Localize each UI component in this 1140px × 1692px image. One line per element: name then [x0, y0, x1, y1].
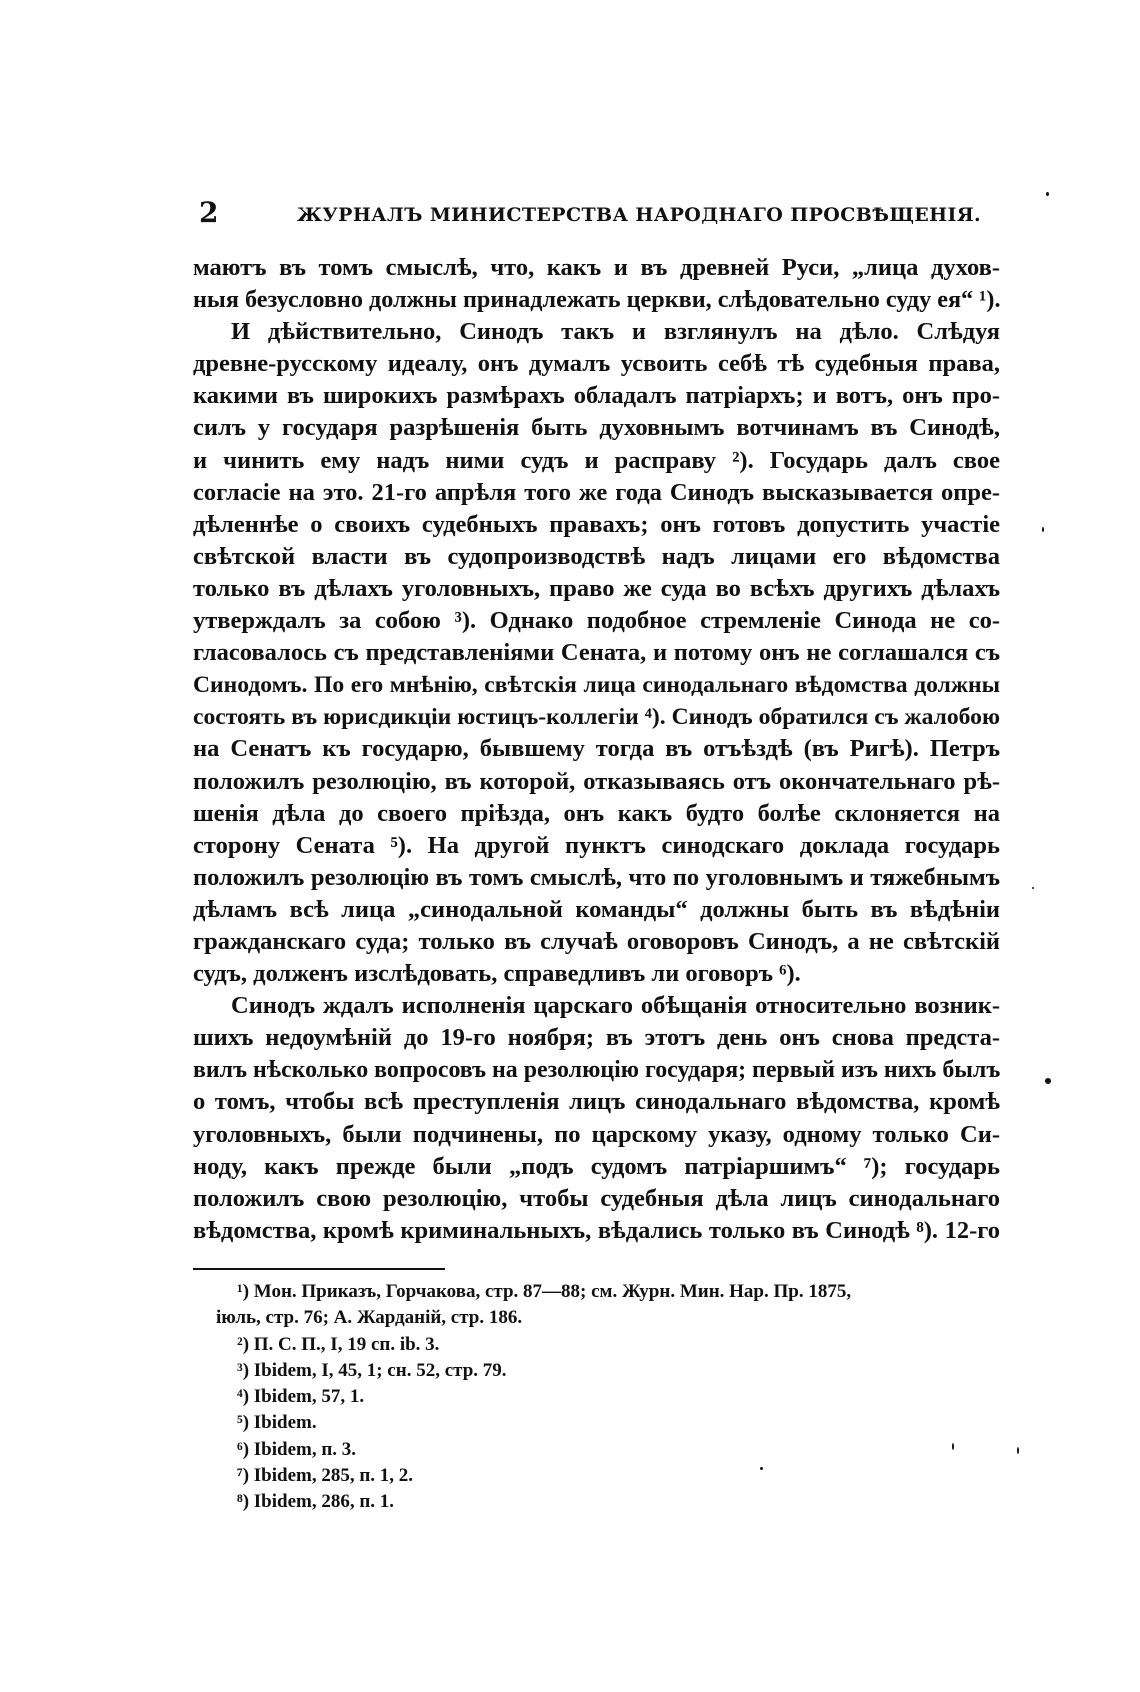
- text-line: вѣдомства, кромѣ криминальныхъ, вѣдались только въ Синодѣ ⁸). 12-го: [193, 1216, 1000, 1244]
- text-line: Синодъ ждалъ исполненія царскаго обѣщанія относительно возник-: [231, 992, 1000, 1020]
- text-line: Синодомъ. По его мнѣнію, свѣтскія лица синодальнаго вѣдомства должны: [193, 672, 1000, 699]
- text-line: положилъ резолюцію, въ которой, отказываясь отъ окончательнаго рѣ-: [193, 767, 1000, 795]
- page-number: 2: [199, 196, 219, 229]
- footnote-continuation: іюль, стр. 76; А. Жарданій, стр. 186.: [216, 1307, 523, 1329]
- dust-speck: [1045, 1078, 1051, 1084]
- text-line: и чинить ему надъ ними судъ и расправу ²). Государь далъ свое: [193, 446, 1000, 474]
- footnote-item: ⁷) Ibidem, 285, п. 1, 2.: [237, 1465, 414, 1487]
- text-line: свѣтской власти въ судопроизводствѣ надъ лицами его вѣдомства: [193, 542, 1000, 570]
- main-text: [193, 252, 1000, 1247]
- text-line: дѣламъ всѣ лица „синодальной команды“ должны быть въ вѣдѣніи: [193, 895, 1000, 923]
- text-line: маютъ въ томъ смыслѣ, что, какъ и въ древней Руси, „лица духов-: [193, 254, 1000, 281]
- text-line: гражданскаго суда; только въ случаѣ оговоровъ Синодъ, а не свѣтскій: [193, 927, 1000, 955]
- text-line: утверждалъ за собою ³). Однако подобное стремленіе Синода не со-: [193, 607, 1000, 635]
- text-line: судъ, долженъ изслѣдовать, справедливъ ли оговоръ ⁶).: [193, 960, 801, 988]
- text-line: какими въ широкихъ размѣрахъ обладалъ патріархъ; и вотъ, онъ про-: [193, 382, 1000, 410]
- text-line: вилъ нѣсколько вопросовъ на резолюцію государя; первый изъ нихъ былъ: [193, 1057, 1001, 1084]
- text-line: положилъ резолюцію въ томъ смыслѣ, что по уголовнымъ и тяжебнымъ: [193, 863, 1000, 891]
- text-line: силъ у государя разрѣшенія быть духовнымъ вотчинамъ въ Синодѣ,: [193, 414, 1000, 442]
- text-line: дѣленнѣе о своихъ судебныхъ правахъ; онъ готовъ допустить участіе: [193, 510, 1000, 538]
- footnote-item: ¹) Мон. Приказъ, Горчакова, стр. 87—88; см. Журн. Мин. Нар. Пр. 1875,: [237, 1281, 852, 1302]
- text-line: согласіе на это. 21-го апрѣля того же года Синодъ высказывается опре-: [193, 478, 1000, 506]
- text-line: только въ дѣлахъ уголовныхъ, право же суда во всѣхъ другихъ дѣлахъ: [193, 574, 1000, 602]
- text-line: шенія дѣла до своего пріѣзда, онъ какъ будто болѣе склоняется на: [193, 799, 1000, 827]
- dust-speck: [1042, 527, 1044, 532]
- text-line: И дѣйствительно, Синодъ такъ и взглянулъ на дѣло. Слѣдуя: [231, 318, 1000, 346]
- page-header: [199, 198, 999, 228]
- dust-speck: [760, 1467, 763, 1470]
- text-line: гласовалось съ представленіями Сената, и потому онъ не соглашался съ: [193, 639, 1000, 667]
- dust-speck: [952, 1443, 954, 1450]
- text-line: на Сенатъ къ государю, бывшему тогда въ отъѣздѣ (въ Ригѣ). Петръ: [193, 735, 1000, 763]
- text-line: состоять въ юрисдикціи юстицъ-коллегіи ⁴). Синодъ обратился съ жалобою: [193, 704, 1000, 731]
- text-line: сторону Сената ⁵). На другой пунктъ синодскаго доклада государь: [193, 831, 1000, 859]
- footnote-item: ⁶) Ibidem, п. 3.: [237, 1438, 357, 1460]
- footnote-rule: [193, 1268, 445, 1270]
- text-line: о томъ, чтобы всѣ преступленія лицъ синодальнаго вѣдомства, кромѣ: [193, 1088, 1000, 1116]
- text-line: уголовныхъ, были подчинены, по царскому указу, одному только Си-: [193, 1120, 1000, 1148]
- footnote-item: ³) Ibidem, I, 45, 1; сн. 52, стр. 79.: [237, 1359, 507, 1381]
- dust-speck: [1017, 1447, 1019, 1454]
- text-line: шихъ недоумѣній до 19-го ноября; въ этотъ день онъ снова предста-: [193, 1024, 1000, 1052]
- footnote-item: ⁴) Ibidem, 57, 1.: [237, 1386, 365, 1408]
- footnote-item: ²) П. С. П., I, 19 сп. ib. 3.: [237, 1333, 440, 1355]
- footnote-item: ⁸) Ibidem, 286, п. 1.: [237, 1491, 395, 1513]
- text-line: древне-русскому идеалу, онъ думалъ усвоить себѣ тѣ судебныя права,: [193, 350, 1000, 378]
- running-head: ЖУРНАЛЪ МИНИСТЕРСТВА НАРОДНАГО ПРОСВѢЩЕНІЯ.: [297, 204, 981, 226]
- text-line: ныя безусловно должны принадлежать церкви, слѣдовательно суду ея“ ¹).: [193, 286, 1001, 314]
- dust-speck: [1032, 887, 1034, 889]
- footnote-item: ⁵) Ibidem.: [237, 1412, 317, 1434]
- text-line: положилъ свою резолюцію, чтобы судебныя дѣла лицъ синодальнаго: [193, 1184, 1000, 1212]
- footnotes: [216, 1279, 1000, 1516]
- dust-speck: [1046, 192, 1049, 196]
- text-line: ноду, какъ прежде были „подъ судомъ патріаршимъ“ ⁷); государь: [193, 1152, 1000, 1180]
